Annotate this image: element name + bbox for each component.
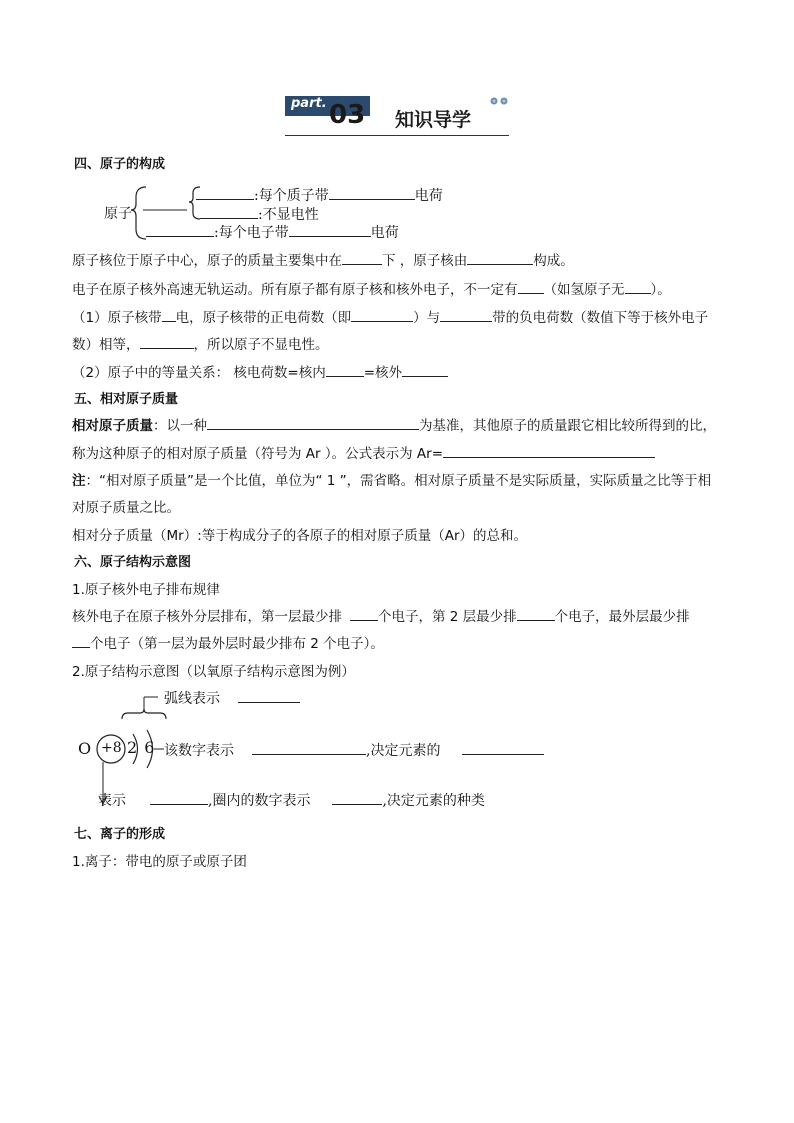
subheading: 1.原子核外电子排布规律 xyxy=(72,582,220,598)
text: 数）相等， xyxy=(72,337,140,353)
shell-electron-digits: 2 6 xyxy=(127,738,156,757)
blank-field[interactable] xyxy=(518,280,544,294)
blank-field[interactable] xyxy=(332,791,382,805)
blank-field[interactable] xyxy=(150,791,208,805)
text: 该数字表示 xyxy=(164,743,234,759)
text: =核外 xyxy=(363,365,403,381)
section-heading: 七、离子的形成 xyxy=(74,827,166,842)
electron-desc: :每个电子带 xyxy=(214,225,289,241)
text: ：以一种 xyxy=(153,418,207,434)
electron-rule-paragraph xyxy=(72,605,690,625)
text: ）。 xyxy=(650,282,671,298)
blank-field[interactable] xyxy=(467,251,533,265)
text: 核外电子在原子核外分层排布，第一层最少排 xyxy=(72,609,342,625)
blank-field[interactable] xyxy=(342,251,382,265)
proton-charge-word: 电荷 xyxy=(414,188,443,204)
text: 构成。 xyxy=(533,253,574,269)
section-heading: 五、相对原子质量 xyxy=(74,392,179,407)
proton-desc: :每个质子带 xyxy=(254,188,329,204)
text: 电子在原子核外高速无轨运动。所有原子都有原子核和核外电子，不一定有 xyxy=(72,282,518,298)
blank-field[interactable] xyxy=(238,689,300,703)
blank-field[interactable] xyxy=(350,607,378,621)
note-paragraph-cont: 对原子质量之比。 xyxy=(72,500,180,516)
text: ,决定元素的种类 xyxy=(382,793,485,809)
text: ,圈内的数字表示 xyxy=(208,793,311,809)
blank-field[interactable] xyxy=(140,335,194,349)
bottom-label-row xyxy=(98,790,485,810)
relative-mass-formula xyxy=(72,442,655,462)
electron-charge-word: 电荷 xyxy=(370,225,399,241)
blank-field[interactable] xyxy=(440,308,492,322)
proton-blank[interactable] xyxy=(196,186,254,200)
text: 带的负电荷数（数值下等于核外电子 xyxy=(492,310,709,326)
text: 个电子，第 2 层最少排 xyxy=(378,609,517,625)
text: ,决定元素的 xyxy=(366,743,441,759)
text: 为基准，其他原子的质量跟它相比较所得到的比， xyxy=(419,418,716,434)
text: ，所以原子不显电性。 xyxy=(193,337,329,353)
blank-field[interactable] xyxy=(351,308,413,322)
equality-paragraph xyxy=(72,361,448,381)
charge-paragraph xyxy=(72,306,708,326)
neutron-blank[interactable] xyxy=(200,205,258,219)
note-paragraph xyxy=(72,469,711,489)
electron-charge-blank[interactable] xyxy=(289,223,371,237)
electron-row xyxy=(146,222,399,242)
section-header xyxy=(285,96,510,138)
part-label: part. xyxy=(291,96,327,111)
header-underline xyxy=(285,135,509,136)
blank-field[interactable] xyxy=(162,308,176,322)
blank-field[interactable] xyxy=(517,607,555,621)
text: （2）原子中的等量关系： 核电荷数=核内 xyxy=(72,365,326,381)
atom-word: 原子 xyxy=(104,206,132,222)
page-title: 知识导学 xyxy=(395,109,472,131)
electron-rule-cont xyxy=(72,632,384,652)
element-symbol: O xyxy=(78,739,92,758)
blank-field[interactable] xyxy=(462,741,544,755)
blank-field[interactable] xyxy=(72,634,90,648)
text: （如氢原子无 xyxy=(543,282,625,298)
molecular-mass-paragraph: 相对分子质量（Mr）:等于构成分子的各原子的相对原子质量（Ar）的总和。 xyxy=(72,528,528,544)
text: ：“相对原子质量”是一个比值，单位为“ 1 ”，需省略。相对原子质量不是实际质量，实际质量之比等于相 xyxy=(85,473,712,489)
text: 称为这种原子的相对原子质量（符号为 Ar ）。公式表示为 Ar= xyxy=(72,446,444,462)
ion-definition: 1.离子：带电的原子或原子团 xyxy=(72,854,247,870)
text: 弧线表示 xyxy=(164,691,220,707)
text: 个电子，最外层最少排 xyxy=(554,609,690,625)
text: 电，原子核带的正电荷数（即 xyxy=(175,310,352,326)
decorative-dots-icon xyxy=(488,96,512,108)
section-heading: 四、原子的构成 xyxy=(74,157,166,172)
text: （1）原子核带 xyxy=(72,310,162,326)
text: ）与 xyxy=(413,310,441,326)
blank-field[interactable] xyxy=(207,416,419,430)
term: 相对原子质量 xyxy=(72,418,153,434)
blank-field[interactable] xyxy=(443,444,655,458)
text: 表示 xyxy=(98,793,126,809)
part-number: 03 xyxy=(329,100,366,130)
digit-label-row xyxy=(164,740,544,760)
nucleus-paragraph xyxy=(72,249,574,269)
neutron-row xyxy=(200,204,319,224)
relative-mass-definition xyxy=(72,414,716,434)
text: 下 ，原子核由 xyxy=(382,253,468,269)
blank-field[interactable] xyxy=(326,363,364,377)
electron-paragraph xyxy=(72,278,671,298)
note-label: 注 xyxy=(72,473,86,489)
section-heading: 六、原子结构示意图 xyxy=(74,555,192,570)
proton-row xyxy=(196,185,443,205)
blank-field[interactable] xyxy=(402,363,448,377)
blank-field[interactable] xyxy=(252,741,366,755)
neutron-desc: :不显电性 xyxy=(258,207,319,223)
electron-blank[interactable] xyxy=(146,223,214,237)
nucleus-charge: +8 xyxy=(101,740,122,756)
text: 原子核位于原子中心，原子的质量主要集中在 xyxy=(72,253,342,269)
text: 个电子（第一层为最外层时最少排布 2 个电子）。 xyxy=(90,636,384,652)
charge-paragraph-cont xyxy=(72,333,329,353)
subheading: 2.原子结构示意图（以氧原子结构示意图为例） xyxy=(72,664,355,680)
arc-label-row xyxy=(164,688,300,708)
blank-field[interactable] xyxy=(625,280,651,294)
proton-charge-blank[interactable] xyxy=(329,186,415,200)
